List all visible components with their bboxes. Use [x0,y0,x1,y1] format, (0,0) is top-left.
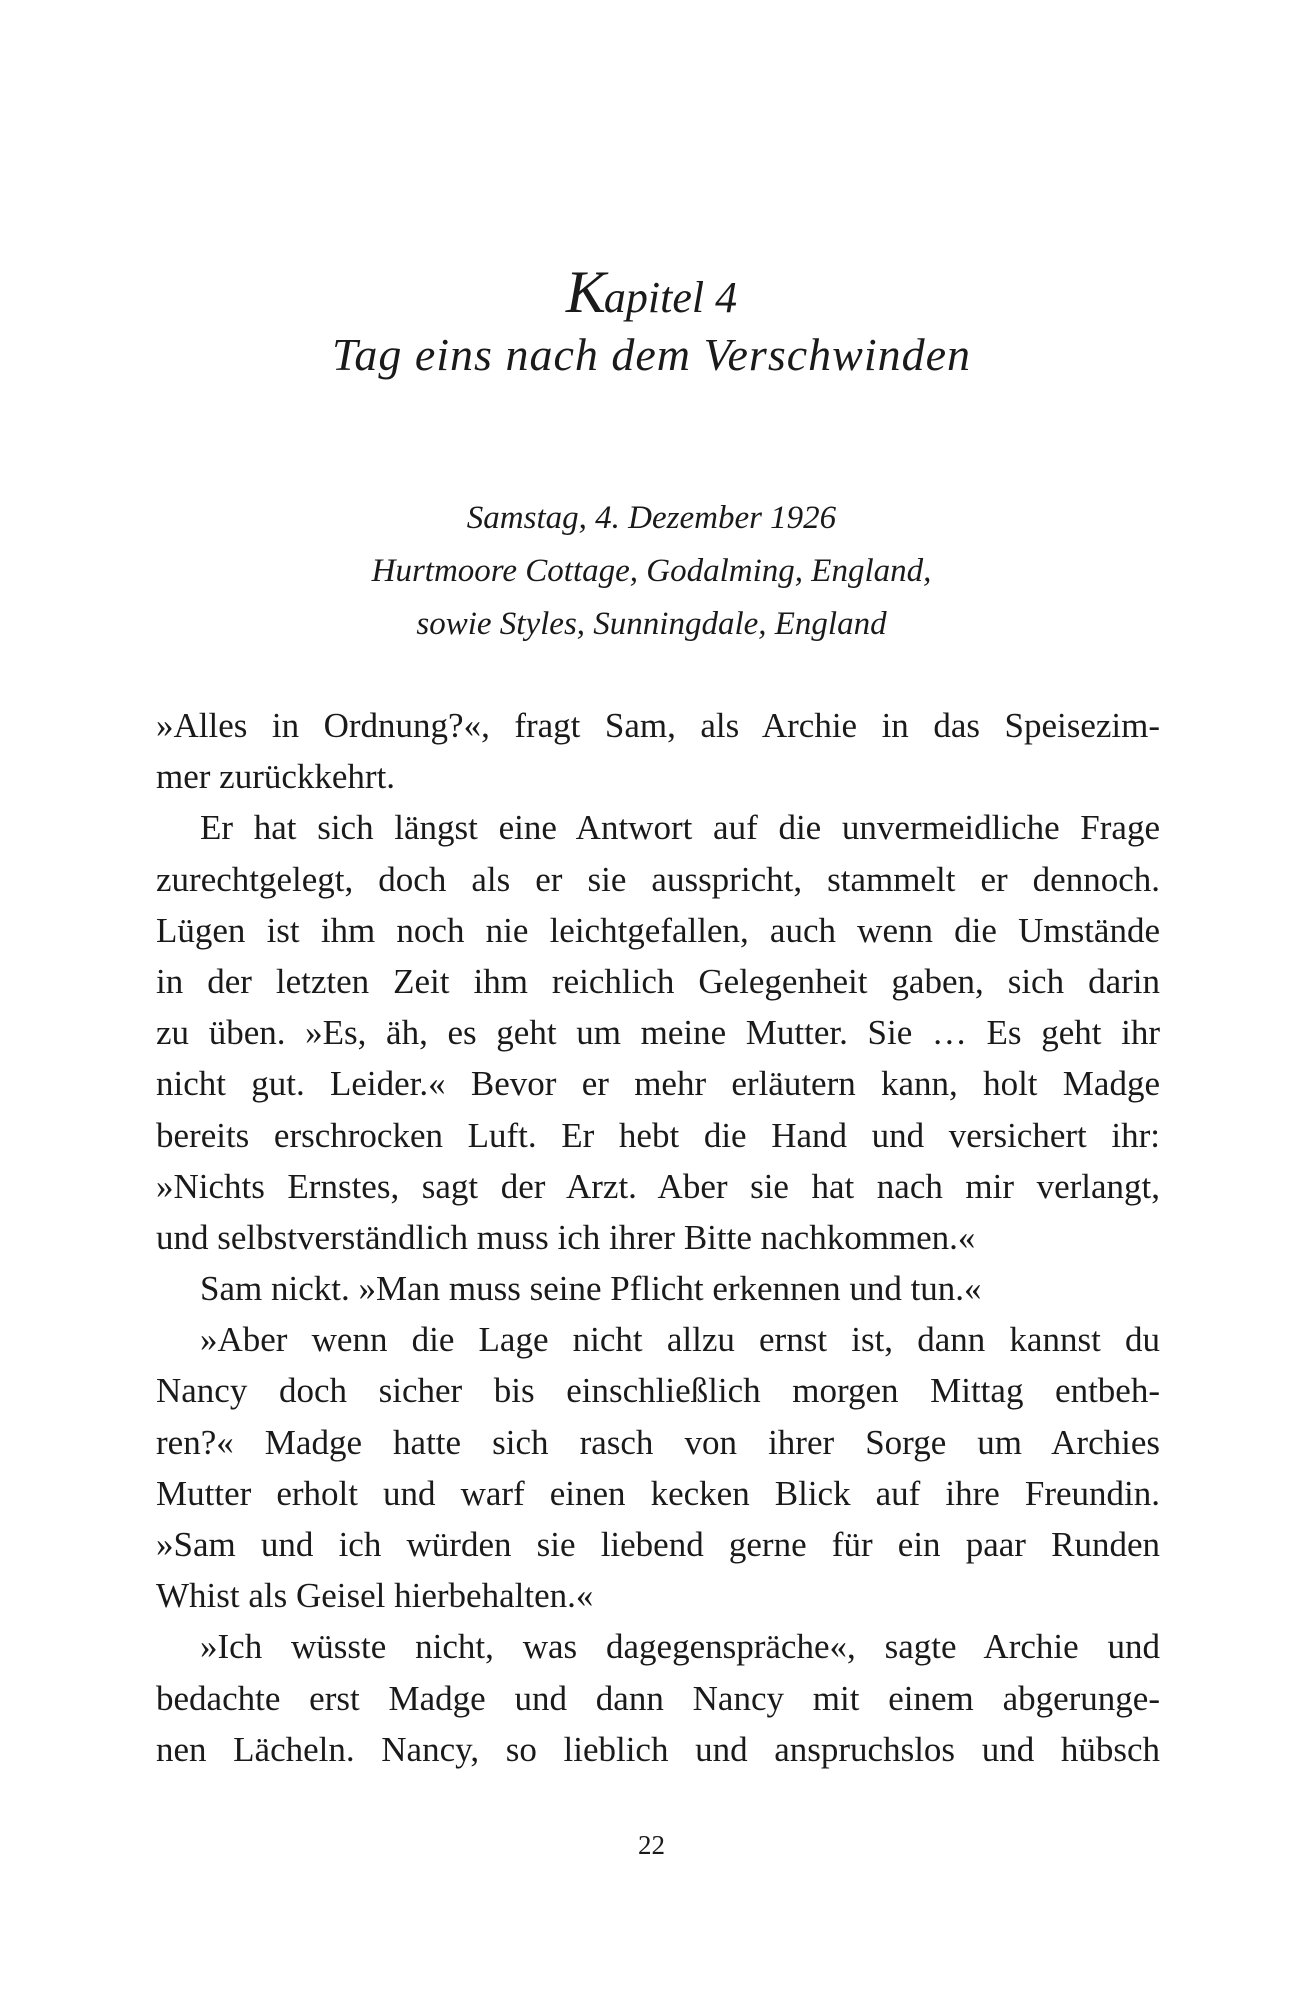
paragraph-1 [156,700,1160,802]
text-line: Er hat sich längst eine Antwort auf die unvermeidliche Frage [200,808,1160,848]
paragraph-4 [156,1314,1160,1621]
text-line: Nancy doch sicher bis einschließlich morgen Mittag entbeh- [156,1371,1160,1411]
paragraph-5 [156,1621,1160,1775]
body-text [156,700,1160,1775]
text-line: »Ich wüsste nicht, was dagegenspräche«, sagte Archie und [200,1627,1160,1667]
text-line: »Sam und ich würden sie liebend gerne für ein paar Runden [156,1525,1160,1564]
text-line: Mutter erholt und warf einen kecken Blick auf ihre Freundin. [156,1473,1160,1513]
text-line: bereits erschrocken Luft. Er hebt die Hand und versichert ihr: [156,1115,1160,1155]
chapter-label [0,259,1303,328]
text-line: Whist als Geisel hierbehalten.« [156,1576,594,1616]
text-line: nen Lächeln. Nancy, so lieblich und anspruchslos und hübsch [156,1729,1160,1769]
text-line: Lügen ist ihm noch nie leichtgefallen, auch wenn die Umstände [156,910,1160,950]
text-line: Sam nickt. »Man muss seine Pflicht erkennen und tun.« [200,1269,982,1309]
text-line: bedachte erst Madge und dann Nancy mit einem abgerunge- [156,1678,1160,1718]
chapter-date: Samstag, 4. Dezember 1926 [466,500,837,536]
text-line: mer zurückkehrt. [156,757,396,797]
paragraph-3 [156,1263,1160,1314]
text-line: nicht gut. Leider.« Bevor er mehr erläutern kann, holt Madge [156,1064,1160,1104]
text-line: »Nichts Ernstes, sagt der Arzt. Aber sie hat nach mir verlangt, [156,1166,1160,1206]
text-line: und selbstverständlich muss ich ihrer Bitte nachkommen.« [156,1217,976,1257]
chapter-place: Hurtmoore Cottage, Godalming, England, [371,553,932,589]
page-number: 22 [638,1830,665,1860]
text-line: »Alles in Ordnung?«, fragt Sam, als Archie in das Speisezim- [156,706,1160,745]
text-line: in der letzten Zeit ihm reichlich Gelegenheit gaben, sich darin [156,961,1160,1001]
text-line: zurechtgelegt, doch als er sie ausspricht, stammelt er dennoch. [156,859,1160,899]
paragraph-2 [156,802,1160,1263]
chapter-place-secondary: sowie Styles, Sunningdale, England [416,606,887,642]
chapter-title: Tag eins nach dem Verschwinden [331,329,972,380]
chapter-initial: K [565,259,604,325]
text-line: zu üben. »Es, äh, es geht um meine Mutter. Sie … Es geht ihr [156,1013,1160,1053]
chapter-label-rest: apitel 4 [603,273,738,322]
text-line: ren?« Madge hatte sich rasch von ihrer Sorge um Archies [156,1422,1160,1462]
text-line: »Aber wenn die Lage nicht allzu ernst ist, dann kannst du [200,1320,1160,1360]
